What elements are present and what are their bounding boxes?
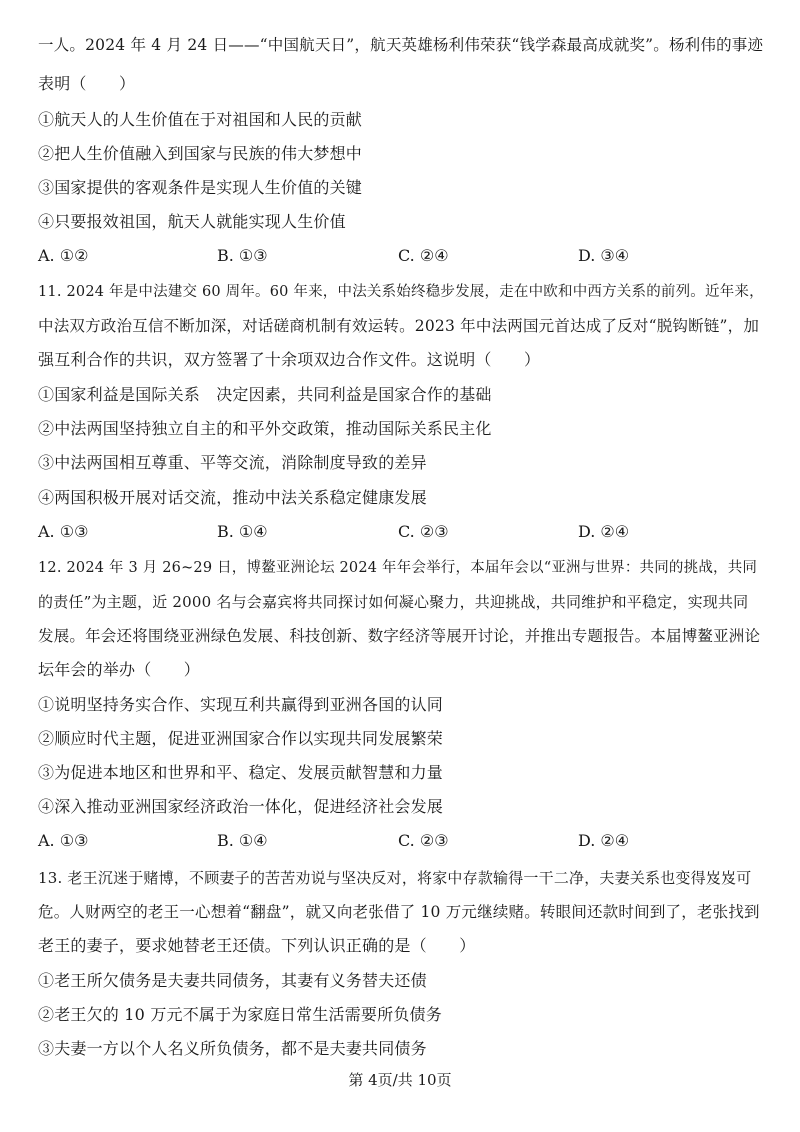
q13-item-3: ③夫妻一方以个人名义所负债务，都不是夫妻共同债务 — [38, 1039, 427, 1058]
q13-stem-line-1: 13. 老王沉迷于赌博，不顾妻子的苦苦劝说与坚决反对，将家中存款输得一干二净，夫妻关系也变得岌岌可 — [38, 869, 752, 887]
q10-option-c: C. ②④ — [398, 246, 449, 265]
q12-item-4: ④深入推动亚洲国家经济政治一体化，促进经济社会发展 — [38, 797, 444, 816]
q10-option-d: D. ③④ — [578, 246, 630, 265]
q12-stem-line-1: 12. 2024 年 3 月 26~29 日，博鳌亚洲论坛 2024 年年会举行，本届年会以“亚洲与世界：共同的挑战，共同 — [38, 560, 758, 576]
q11-item-3: ③中法两国相互尊重、平等交流，消除制度导致的差异 — [38, 453, 427, 472]
q11-item-4: ④两国积极开展对话交流，推动中法关系稳定健康发展 — [38, 488, 427, 507]
q10-stem-line-2: 表明（ ） — [38, 74, 136, 93]
q13-item-1: ①老王所欠债务是夫妻共同债务，其妻有义务替夫还债 — [38, 971, 427, 990]
q11-item-2: ②中法两国坚持独立自主的和平外交政策，推动国际关系民主化 — [38, 419, 492, 438]
q10-option-a: A. ①② — [38, 246, 89, 265]
q10-option-b: B. ①③ — [217, 246, 268, 265]
q11-stem-line-3: 强互利合作的共识，双方签署了十余项双边合作文件。这说明（ ） — [38, 350, 541, 369]
q11-stem-line-2: 中法双方政治互信不断加深，对话磋商机制有效运转。2023 年中法两国元首达成了反对“脱钩断链”，加 — [38, 317, 760, 335]
q11-option-c: C. ②③ — [398, 522, 449, 541]
q12-option-a: A. ①③ — [38, 831, 89, 850]
q11-item-1: ①国家利益是国际关系 决定因素，共同利益是国家合作的基础 — [38, 385, 492, 404]
q12-option-d: D. ②④ — [578, 831, 630, 850]
q11-stem-line-1: 11. 2024 年是中法建交 60 周年。60 年来，中法关系始终稳步发展，走在中欧和中西方关系的前列。近年来， — [38, 284, 764, 300]
q12-option-c: C. ②③ — [398, 831, 449, 850]
q12-item-3: ③为促进本地区和世界和平、稳定、发展贡献智慧和力量 — [38, 763, 444, 782]
page-number-footer: 第 4页/共 10页 — [348, 1071, 452, 1089]
q12-stem-line-2: 的责任”为主题，近 2000 名与会嘉宾将共同探讨如何凝心聚力，共迎挑战，共同维护和平稳定，实现共同 — [38, 593, 749, 611]
q10-item-1: ①航天人的人生价值在于对祖国和人民的贡献 — [38, 110, 363, 129]
q11-option-b: B. ①④ — [217, 522, 268, 541]
q10-item-3: ③国家提供的客观条件是实现人生价值的关键 — [38, 178, 363, 197]
q12-option-b: B. ①④ — [217, 831, 268, 850]
q12-stem-line-4: 坛年会的举办（ ） — [38, 660, 201, 679]
q10-item-2: ②把人生价值融入到国家与民族的伟大梦想中 — [38, 144, 363, 163]
q11-option-a: A. ①③ — [38, 522, 89, 541]
q11-option-d: D. ②④ — [578, 522, 630, 541]
q12-stem-line-3: 发展。年会还将围绕亚洲绿色发展、科技创新、数字经济等展开讨论，并推出专题报告。本届博鳌亚洲论 — [38, 627, 761, 645]
q13-stem-line-2: 危。人财两空的老王一心想着“翻盘”，就又向老张借了 10 万元继续赌。转眼间还款时间到了，老张找到 — [38, 903, 760, 921]
q13-item-2: ②老王欠的 10 万元不属于为家庭日常生活需要所负债务 — [38, 1005, 442, 1024]
q12-item-1: ①说明坚持务实合作、实现互利共赢得到亚洲各国的认同 — [38, 695, 444, 714]
q13-stem-line-3: 老王的妻子，要求她替老王还债。下列认识正确的是（ ） — [38, 936, 476, 955]
q10-item-4: ④只要报效祖国，航天人就能实现人生价值 — [38, 212, 346, 231]
q12-item-2: ②顺应时代主题，促进亚洲国家合作以实现共同发展繁荣 — [38, 729, 444, 748]
q10-stem-line-1: 一人。2024 年 4 月 24 日——“中国航天日”，航天英雄杨利伟荣获“钱学森最高成就奖”。杨利伟的事迹 — [38, 36, 764, 54]
